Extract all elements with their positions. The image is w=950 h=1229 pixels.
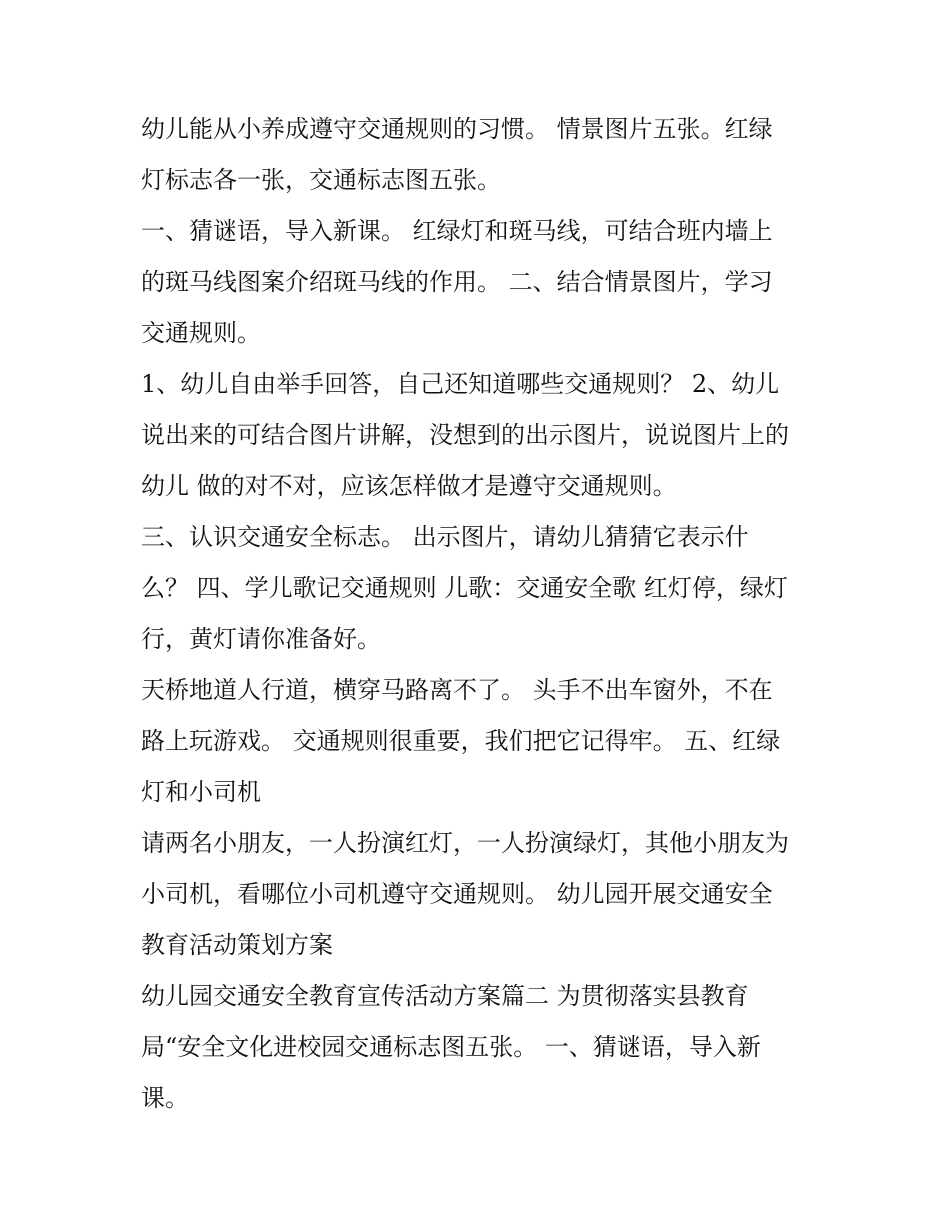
text-line: 一、猜谜语，导入新课。 红绿灯和斑马线，可结合班内墙上 — [141, 217, 773, 245]
text-line: 幼儿园交通安全教育宣传活动方案篇二 为贯彻落实县教育 — [141, 982, 749, 1010]
text-line: 灯标志各一张，交通标志图五张。 — [141, 166, 501, 194]
text-line: 三、认识交通安全标志。 出示图片，请幼儿猜猜它表示什 — [141, 523, 749, 551]
text-line: 幼儿 做的对不对，应该怎样做才是遵守交通规则。 — [141, 472, 677, 500]
text-line: 天桥地道人行道，横穿马路离不了。 头手不出车窗外，不在 — [141, 676, 773, 704]
text-line: 幼儿能从小养成遵守交通规则的习惯。 情景图片五张。红绿 — [141, 115, 773, 143]
text-line: 么？ 四、学儿歌记交通规则 儿歌：交通安全歌 红灯停，绿灯 — [141, 574, 788, 602]
text-line: 灯和小司机 — [141, 778, 261, 806]
text-line: 请两名小朋友，一人扮演红灯，一人扮演绿灯，其他小朋友为 — [141, 829, 789, 857]
text-line: 教育活动策划方案 — [141, 931, 333, 959]
document-body — [141, 110, 821, 1130]
text-line: 说出来的可结合图片讲解，没想到的出示图片，说说图片上的 — [141, 421, 789, 449]
text-line: 局“安全文化进校园交通标志图五张。 一、猜谜语，导入新 — [141, 1033, 761, 1061]
text-line: 的斑马线图案介绍斑马线的作用。 二、结合情景图片，学习 — [141, 268, 773, 296]
text-line: 交通规则。 — [141, 319, 261, 347]
text-line: 课。 — [141, 1084, 189, 1112]
text-line: 路上玩游戏。 交通规则很重要，我们把它记得牢。 五、红绿 — [141, 727, 781, 755]
text-line: 1、幼儿自由举手回答，自己还知道哪些交通规则？ 2、幼儿 — [141, 370, 780, 398]
text-line: 小司机，看哪位小司机遵守交通规则。 幼儿园开展交通安全 — [141, 880, 773, 908]
text-line: 行，黄灯请你准备好。 — [141, 625, 381, 653]
